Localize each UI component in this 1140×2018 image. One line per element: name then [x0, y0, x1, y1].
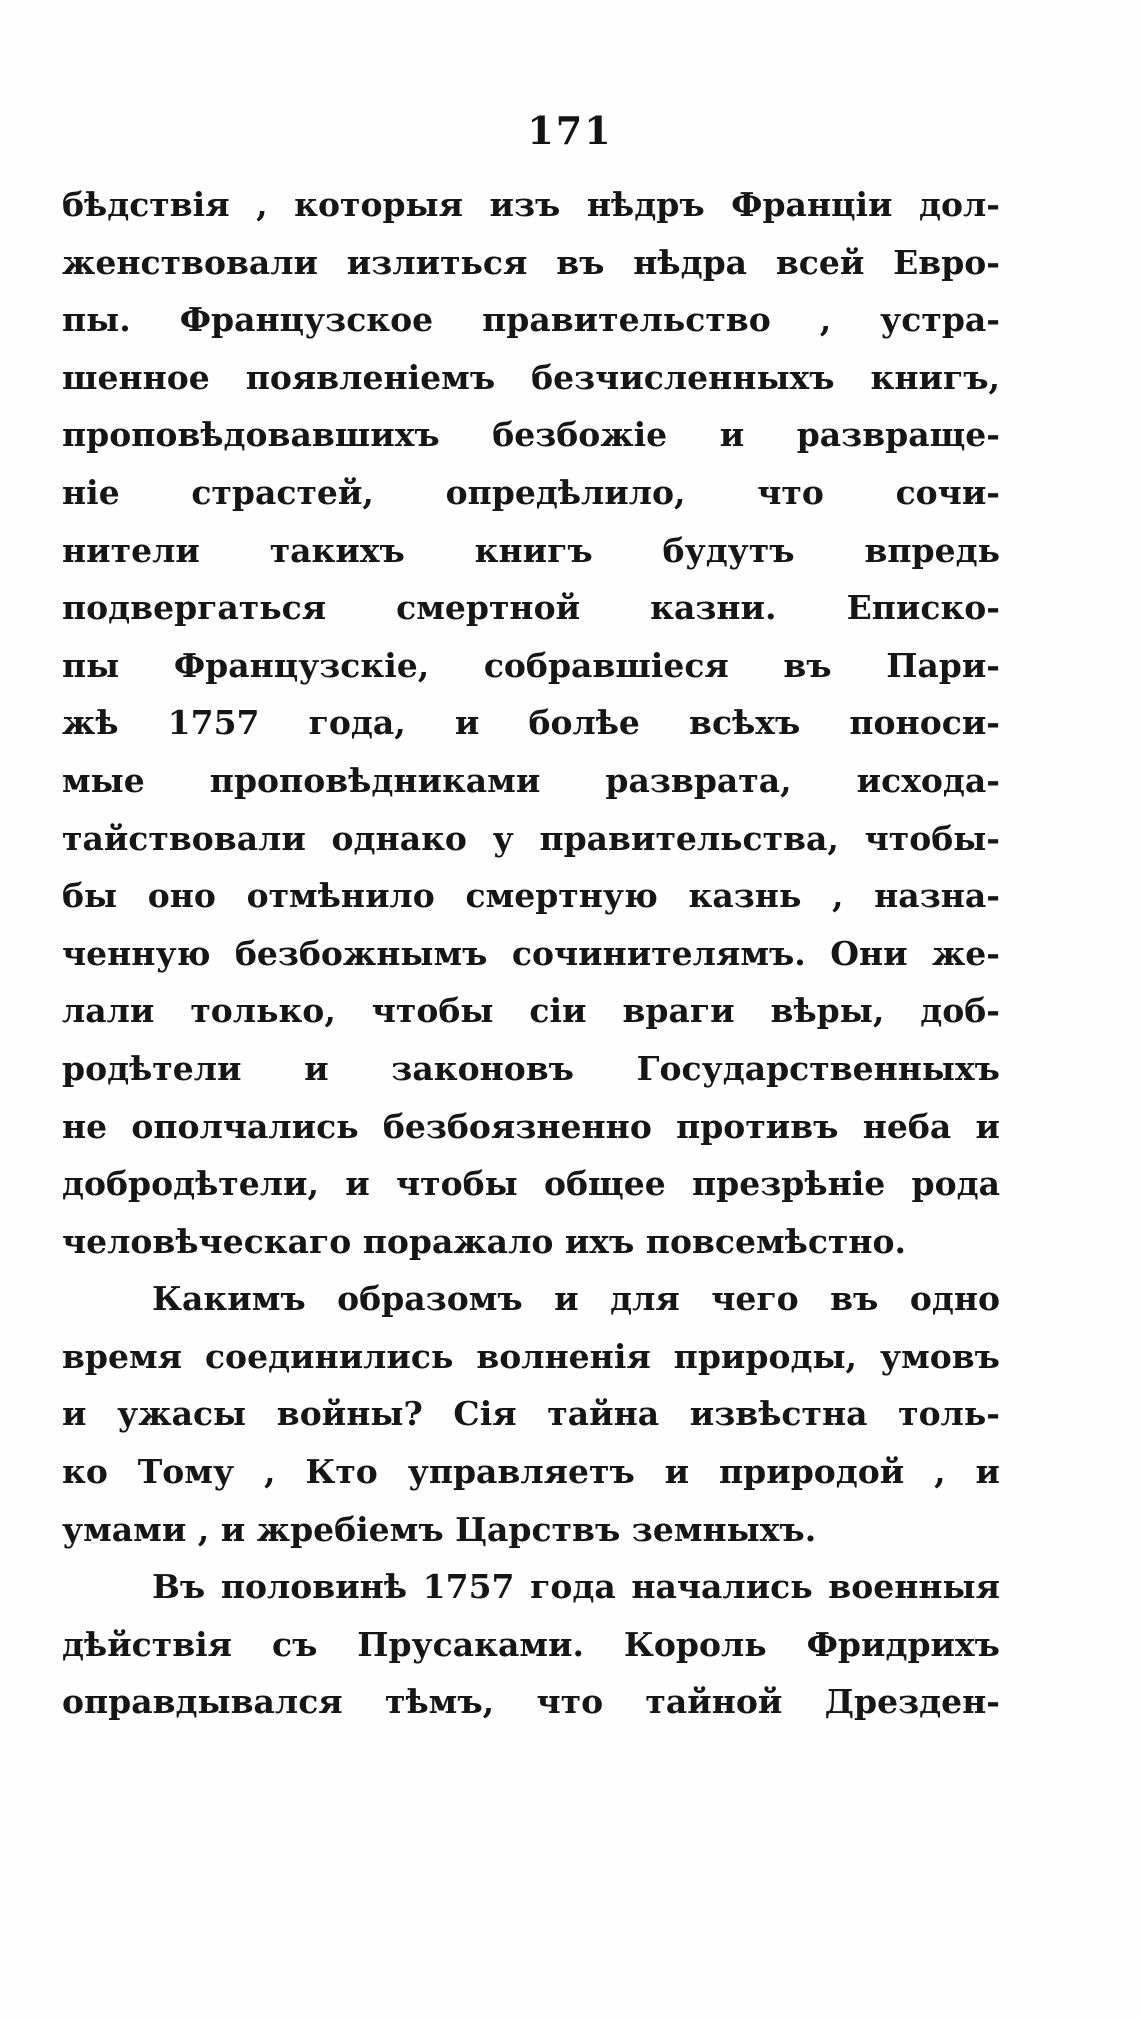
body-text: [62, 176, 1000, 1731]
page-number: 171: [527, 108, 613, 153]
text-line: Какимъ образомъ и для чего въ одно: [152, 1279, 1000, 1319]
text-line: и ужасы войны? Сія тайна извѣстна толь-: [62, 1394, 1000, 1434]
text-line: дѣйствія съ Прусаками. Король Фридрихъ: [62, 1624, 1000, 1664]
text-line: ченную безбожнымъ сочинителямъ. Они же-: [62, 933, 1000, 973]
text-line: Въ половинѣ 1757 года начались военныя: [152, 1567, 1000, 1607]
text-line: шенное появленіемъ безчисленныхъ книгъ,: [62, 357, 1000, 397]
text-line: лали только, чтобы сіи враги вѣры, доб-: [62, 991, 1000, 1031]
text-line: пы Французскіе, собравшіеся въ Пари-: [62, 645, 1000, 685]
text-line: мые проповѣдниками разврата, исхода-: [62, 760, 1000, 800]
text-line: ко Тому , Кто управляетъ и природой , и: [62, 1452, 1000, 1492]
text-line: подвергаться смертной казни. Еписко-: [62, 588, 1000, 628]
text-line: нители такихъ книгъ будутъ впредь: [62, 530, 1000, 570]
text-line: ніе страстей, опредѣлило, что сочи-: [62, 472, 1000, 512]
text-line: тайствовали однако у правительства, чтобы-: [62, 818, 1000, 858]
text-line: бы оно отмѣнило смертную казнь , назна-: [62, 876, 1000, 916]
text-line: человѣческаго поражало ихъ повсемѣстно.: [62, 1221, 907, 1261]
text-line: женствовали излиться въ нѣдра всей Евро-: [62, 242, 1000, 282]
text-line: оправдывался тѣмъ, что тайной Дрезден-: [62, 1682, 1000, 1722]
text-line: проповѣдовавшихъ безбожіе и развраще-: [62, 415, 1000, 455]
text-line: время соединились волненія природы, умовъ: [62, 1336, 1000, 1376]
text-line: родѣтели и законовъ Государственныхъ: [62, 1048, 1000, 1088]
text-line: бѣдствія , которыя изъ нѣдръ Франціи дол-: [62, 185, 1000, 224]
text-line: жѣ 1757 года, и болѣе всѣхъ поноси-: [62, 703, 1000, 743]
text-line: умами , и жребіемъ Царствъ земныхъ.: [62, 1509, 817, 1549]
text-line: не ополчались безбоязненно противъ неба и: [62, 1106, 1000, 1146]
text-line: добродѣтели, и чтобы общее презрѣніе рода: [62, 1164, 1000, 1204]
text-line: пы. Французское правительство , устра-: [62, 300, 1000, 340]
